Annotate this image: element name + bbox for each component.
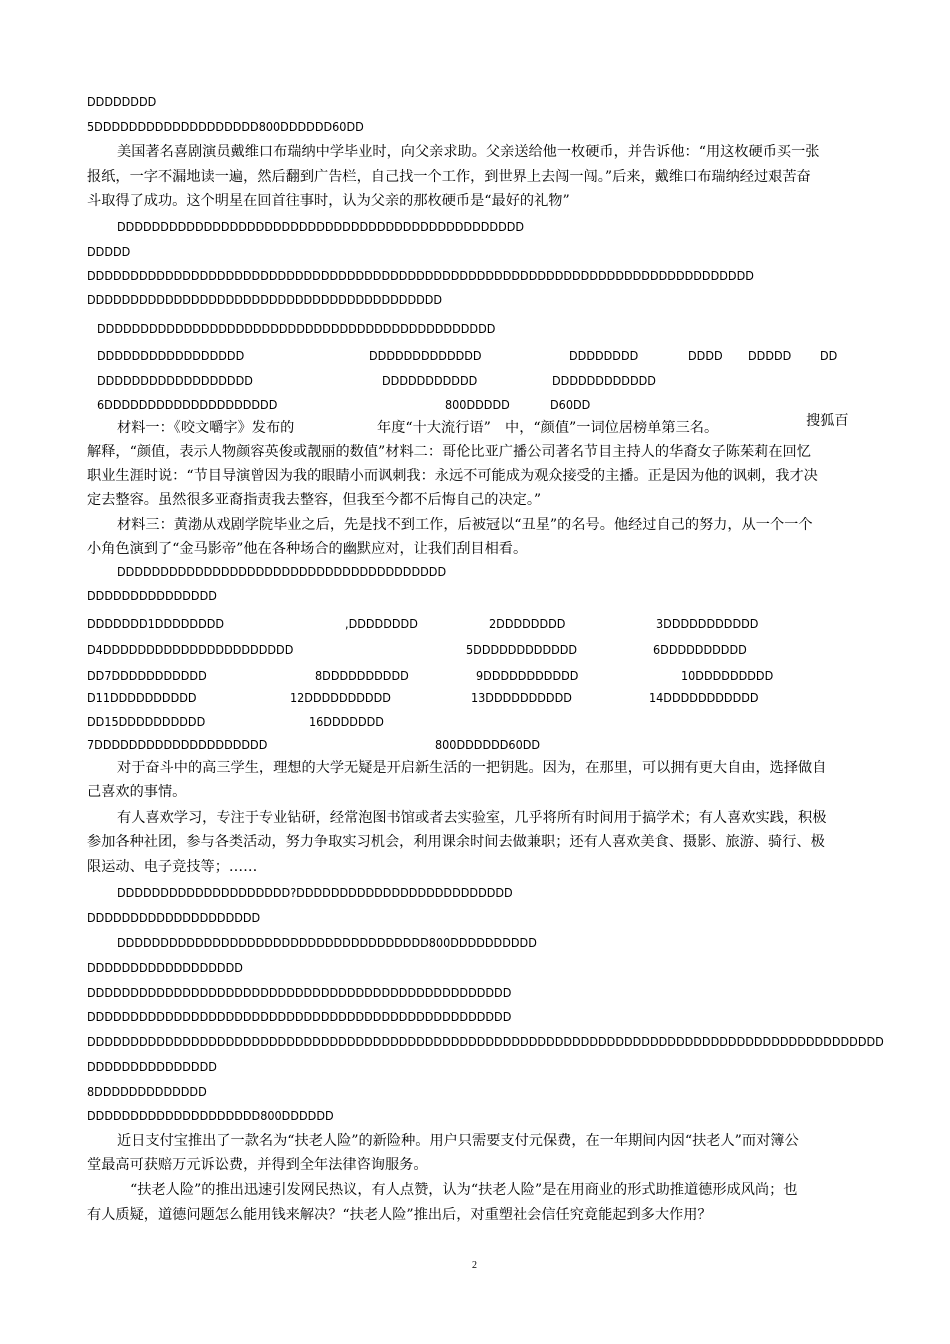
text-line: D4DDDDDDDDDDDDDDDDDDDDDD: [87, 642, 294, 657]
text-line: DDDDD: [87, 244, 131, 259]
text-line: DDDDDDDDDDDDDDDDDDDDDDDDDDDDDDDDDDDDDD: [117, 564, 447, 579]
text-line: 10DDDDDDDDD: [681, 668, 774, 683]
text-line: DDDDDDDDDDDDDDDDDDDDDDDDDDDDDDDDDDDDDDDDDDDDDDD: [117, 219, 525, 234]
text-line: 有人喜欢学习，专注于专业钻研，经常泡图书馆或者去实验室，几乎将所有时间用于搞学术；有人喜欢实践，积极: [117, 810, 827, 826]
text-line: DDDDDDDDDDDDDDDDD: [97, 348, 245, 363]
text-line: 8DDDDDDDDDD: [315, 668, 409, 683]
text-line: 有人质疑，道德问题怎么能用钱来解决？“扶老人险”推出后，对重塑社会信任究竟能起到多大作用？: [87, 1207, 712, 1223]
text-line: 8DDDDDDDDDDDDD: [87, 1084, 207, 1099]
text-line: 斗取得了成功。这个明星在回首往事时，认为父亲的那枚硬币是“最好的礼物”: [87, 193, 570, 209]
text-line: 12DDDDDDDDDD: [290, 690, 391, 705]
text-line: DDDDDDD1DDDDDDDD: [87, 616, 225, 631]
text-line: 材料一：《咬文嚼字》发布的: [117, 420, 295, 436]
text-line: 800DDDDD: [445, 397, 510, 412]
text-line: DDDDDDDDDDDDDDDDDD: [97, 373, 253, 388]
text-line: DDDDDDDDDDDD: [552, 373, 656, 388]
text-line: DDDD: [688, 348, 723, 363]
text-line: 定去整容。虽然很多亚裔指责我去整容，但我至今都不后悔自己的决定。”: [87, 492, 542, 508]
text-line: 16DDDDDDD: [309, 714, 384, 729]
text-line: 年度“十大流行语” 中，“颜值”一词位居榜单第三名。: [377, 420, 719, 436]
text-line: DDDDDDDDDDDDDDDDDDDDDDDDDDDDDDDDDDDDDDDDDDDDDDDDDDDDDDDDDDDDDDDDDDDDDDDDDDDDDDDDDDDDDDDDDDDD: [87, 1034, 884, 1049]
page-number: 2: [472, 1260, 477, 1271]
text-line: DDDDDDDDDDDDDDDDDDDD?DDDDDDDDDDDDDDDDDDDDDDDDD: [117, 885, 513, 900]
text-line: DDDDDDDDDDDDDDDDDDDDDDDDDDDDDDDDDDDDDDDDDDDDDDDDDDDDDDDDDDDDDDDDDDDDDDDDDDDDD: [87, 268, 754, 283]
text-line: DDDDDDDDDDDDDDDDDDDDDDDDDDDDDDDDDDDDDDDDDDDDDDDDD: [87, 1009, 512, 1024]
text-line: 13DDDDDDDDDD: [471, 690, 572, 705]
text-line: 对于奋斗中的高三学生，理想的大学无疑是开启新生活的一把钥匙。因为，在那里，可以拥有更大自由，选择做自: [117, 760, 827, 776]
text-line: DDDDDDDDDDD: [382, 373, 478, 388]
text-line: 6DDDDDDDDDDDDDDDDDDDD: [97, 397, 278, 412]
text-line: 2DDDDDDDD: [489, 616, 566, 631]
text-line: DD: [820, 348, 838, 363]
text-line: 限运动、电子竞技等；……: [87, 859, 258, 875]
text-line: 报纸，一字不漏地读一遍，然后翻到广告栏，自己找一个工作，到世界上去闯一闯。”后来，戴维口布瑞纳经过艰苦奋: [87, 169, 811, 185]
text-line: 参加各种社团，参与各类活动，努力争取实习机会，利用课余时间去做兼职；还有人喜欢美食、摄影、旅游、骑行、极: [87, 834, 825, 850]
text-line: D60DD: [550, 397, 591, 412]
text-line: DDDDDDDDDDDDDDDDDD: [87, 960, 243, 975]
text-line: DDDDDDDDDDDDDDDDDDDDDDDDDDDDDDDDDDDDDDDDDDDDDDDDD: [87, 985, 512, 1000]
text-line: DDDDDDDD: [87, 94, 157, 109]
text-line: 小角色演到了“金马影帝”他在各种场合的幽默应对，让我们刮目相看。: [87, 541, 528, 557]
text-line: 搜狐百: [806, 413, 849, 429]
text-line: DDDDDDDDDDDDDDD: [87, 1059, 217, 1074]
text-line: DDDDDDDDDDDDDDDDDDDDDDDDDDDDDDDDDDDD800DDDDDDDDDD: [117, 935, 537, 950]
text-line: 800DDDDDD60DD: [435, 737, 541, 752]
text-line: DDDDDDDDDDDDDDDDDDDDDDDDDDDDDDDDDDDDDDDDD: [87, 292, 443, 307]
text-line: DD7DDDDDDDDDDD: [87, 668, 207, 683]
text-line: DDDDD: [748, 348, 792, 363]
text-line: 职业生涯时说：“节目导演曾因为我的眼睛小而讽刺我：永远不可能成为观众接受的主播。正是因为他的讽刺，我才决: [87, 468, 818, 484]
text-line: DD15DDDDDDDDDD: [87, 714, 206, 729]
text-line: 5DDDDDDDDDDDDDDDDDDD800DDDDDD60DD: [87, 119, 364, 134]
text-line: DDDDDDDDDDDDDDDDDDDD: [87, 910, 261, 925]
text-line: D11DDDDDDDDDD: [87, 690, 197, 705]
text-line: 3DDDDDDDDDDD: [656, 616, 759, 631]
text-line: DDDDDDDD: [569, 348, 639, 363]
text-line: 近日支付宝推出了一款名为“扶老人险”的新险种。用户只需要支付元保费，在一年期间内因“扶老人”而对簿公: [117, 1133, 799, 1149]
text-line: 5DDDDDDDDDDDD: [466, 642, 578, 657]
text-line: 6DDDDDDDDDD: [653, 642, 747, 657]
text-line: 堂最高可获赔万元诉讼费，并得到全年法律咨询服务。: [87, 1157, 428, 1173]
text-line: “扶老人险”的推出迅速引发网民热议，有人点赞，认为“扶老人险”是在用商业的形式助推道德形成风尚；也: [130, 1182, 798, 1198]
text-line: DDDDDDDDDDDDDDD: [87, 588, 217, 603]
text-line: ,DDDDDDDD: [345, 616, 418, 631]
text-line: 美国著名喜剧演员戴维口布瑞纳中学毕业时，向父亲求助。父亲送给他一枚硬币，并告诉他：“用这枚硬币买一张: [117, 144, 820, 160]
text-line: DDDDDDDDDDDDDDDDDDDD800DDDDDD: [87, 1108, 334, 1123]
text-line: 材料三：黄渤从戏剧学院毕业之后，先是找不到工作，后被冠以“丑星”的名号。他经过自己的努力，从一个一个: [117, 517, 813, 533]
text-line: 己喜欢的事情。: [87, 784, 187, 800]
text-line: DDDDDDDDDDDDDDDDDDDDDDDDDDDDDDDDDDDDDDDDDDDDDD: [97, 321, 496, 336]
text-line: 9DDDDDDDDDDD: [476, 668, 579, 683]
text-line: 解释，“颜值，表示人物颜容英俊或靓丽的数值”材料二：哥伦比亚广播公司著名节目主持人的华裔女子陈茱莉在回忆: [87, 444, 811, 460]
text-line: 14DDDDDDDDDDD: [649, 690, 759, 705]
text-line: 7DDDDDDDDDDDDDDDDDDDD: [87, 737, 268, 752]
text-line: DDDDDDDDDDDDD: [369, 348, 482, 363]
